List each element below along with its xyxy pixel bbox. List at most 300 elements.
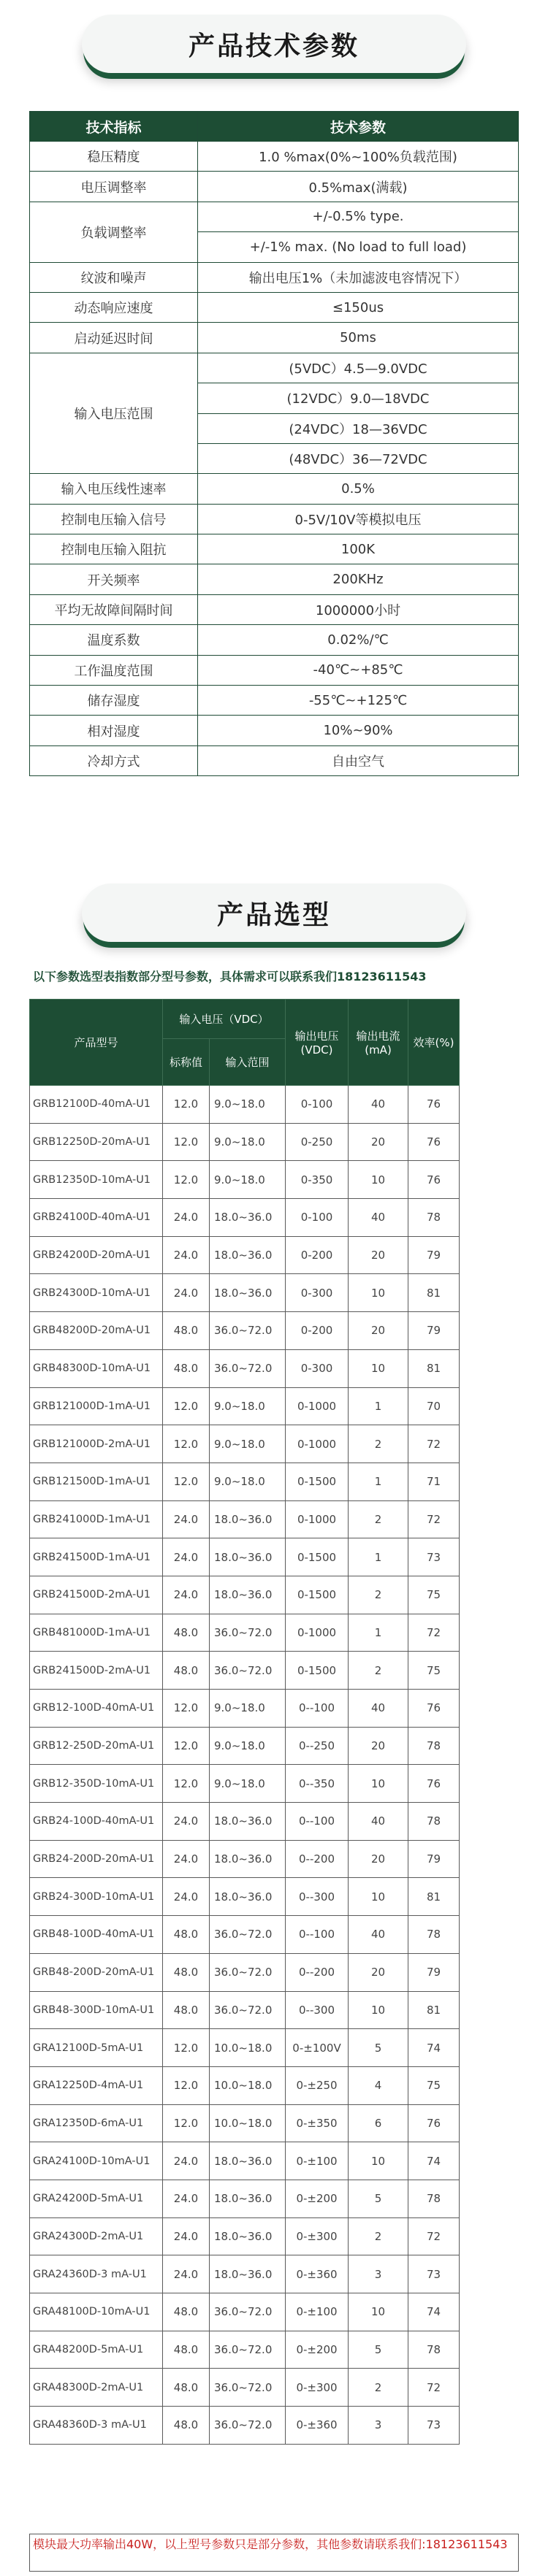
model-cell-efficiency: 79 [408,1840,460,1878]
spec-header-indicator: 技术指标 [30,112,198,142]
model-cell-output-voltage: 0-1500 [286,1538,349,1576]
spec-value: -40℃~+85℃ [198,655,519,685]
model-cell-efficiency: 81 [408,1878,460,1916]
model-cell-output-current: 1 [349,1614,408,1652]
model-header-efficiency: 效率(%) [408,1000,460,1086]
model-cell-output-voltage: 0--300 [286,1878,349,1916]
spec-indicator: 平均无故障间隔时间 [30,594,198,624]
spec-value: 0-5V/10V等模拟电压 [198,504,519,534]
model-row [30,1765,520,1803]
spec-header-parameter: 技术参数 [198,112,519,142]
model-cell-nominal-voltage: 48.0 [163,1916,210,1954]
model-cell-efficiency: 75 [408,2066,460,2104]
spec-row [30,564,519,594]
spec-value: (5VDC）4.5—9.0VDC [198,353,519,383]
spec-value: (12VDC）9.0—18VDC [198,383,519,413]
model-row [30,1878,520,1916]
spec-row [30,474,519,504]
model-cell-input-range: 36.0~72.0 [210,1953,286,1991]
model-cell-model-name: GRB24200D-20mA-U1 [30,1236,163,1274]
model-cell-output-current: 10 [349,2142,408,2180]
model-cell-efficiency: 76 [408,1086,460,1124]
model-cell-output-voltage: 0-1000 [286,1425,349,1463]
spec-value: ≤150us [198,292,519,322]
model-cell-output-voltage: 0--200 [286,1953,349,1991]
model-cell-model-name: GRB24-200D-20mA-U1 [30,1840,163,1878]
model-row [30,2029,520,2067]
model-row [30,1840,520,1878]
model-row [30,1991,520,2029]
model-row-spacer [460,1803,520,1841]
model-cell-model-name: GRA24300D-2mA-U1 [30,2217,163,2255]
spec-indicator: 输入电压线性速率 [30,474,198,504]
model-cell-output-current: 10 [349,1161,408,1199]
model-cell-efficiency: 75 [408,1652,460,1690]
model-cell-nominal-voltage: 24.0 [163,1576,210,1614]
model-cell-input-range: 9.0~18.0 [210,1425,286,1463]
model-row [30,1123,520,1161]
model-cell-output-voltage: 0-100 [286,1199,349,1237]
model-cell-output-voltage: 0-±300 [286,2369,349,2407]
model-row-spacer [460,1878,520,1916]
model-cell-output-voltage: 0-1000 [286,1387,349,1425]
spec-value: 自由空气 [198,745,519,775]
model-cell-nominal-voltage: 24.0 [163,1878,210,1916]
model-row-spacer [460,2369,520,2407]
spec-value: 1.0 %max(0%~100%负载范围) [198,142,519,172]
model-cell-output-voltage: 0--350 [286,1765,349,1803]
model-cell-efficiency: 72 [408,1425,460,1463]
model-cell-efficiency: 76 [408,1765,460,1803]
model-cell-nominal-voltage: 24.0 [163,2255,210,2293]
model-cell-efficiency: 79 [408,1236,460,1274]
model-cell-input-range: 10.0~18.0 [210,2104,286,2142]
spec-row [30,534,519,564]
model-cell-efficiency: 73 [408,1538,460,1576]
model-cell-output-current: 10 [349,2293,408,2331]
model-row-spacer [460,1652,520,1690]
model-cell-efficiency: 79 [408,1312,460,1350]
model-cell-input-range: 18.0~36.0 [210,1500,286,1538]
model-row [30,1916,520,1954]
model-cell-nominal-voltage: 24.0 [163,1803,210,1841]
model-cell-nominal-voltage: 48.0 [163,1312,210,1350]
model-cell-model-name: GRB12250D-20mA-U1 [30,1123,163,1161]
model-cell-nominal-voltage: 24.0 [163,1538,210,1576]
model-cell-model-name: GRA24200D-5mA-U1 [30,2180,163,2217]
model-cell-input-range: 18.0~36.0 [210,1274,286,1312]
model-cell-input-range: 36.0~72.0 [210,1312,286,1350]
model-cell-input-range: 18.0~36.0 [210,1576,286,1614]
model-cell-output-current: 20 [349,1236,408,1274]
spec-row [30,262,519,292]
model-cell-nominal-voltage: 12.0 [163,1123,210,1161]
spec-indicator: 电压调整率 [30,172,198,202]
model-cell-input-range: 18.0~36.0 [210,1236,286,1274]
model-row [30,1576,520,1614]
spec-indicator: 负载调整率 [30,202,198,262]
model-header-input-voltage: 输入电压（VDC） [163,1000,286,1039]
spec-value: 输出电压1%（未加滤波电容情况下） [198,262,519,292]
model-cell-efficiency: 78 [408,2180,460,2217]
model-row [30,1614,520,1652]
spec-row [30,625,519,655]
model-cell-input-range: 9.0~18.0 [210,1765,286,1803]
model-cell-output-current: 20 [349,1953,408,1991]
spec-row [30,172,519,202]
model-cell-output-current: 3 [349,2407,408,2445]
spec-value: 0.02%/℃ [198,625,519,655]
spec-indicator: 动态响应速度 [30,292,198,322]
model-cell-nominal-voltage: 12.0 [163,1765,210,1803]
model-row-spacer [460,1387,520,1425]
model-cell-output-voltage: 0-100 [286,1086,349,1124]
model-header-row-1 [30,1000,520,1039]
model-cell-model-name: GRB24-300D-10mA-U1 [30,1878,163,1916]
model-cell-output-voltage: 0-±250 [286,2066,349,2104]
model-cell-input-range: 18.0~36.0 [210,2142,286,2180]
model-header-output-voltage: 输出电压(VDC) [286,1000,349,1086]
model-cell-model-name: GRB121000D-1mA-U1 [30,1387,163,1425]
model-cell-nominal-voltage: 12.0 [163,2029,210,2067]
model-cell-output-voltage: 0-300 [286,1274,349,1312]
model-cell-output-voltage: 0-1000 [286,1500,349,1538]
spec-value: 50ms [198,323,519,353]
model-cell-model-name: GRB121500D-1mA-U1 [30,1463,163,1500]
model-row-spacer [460,1312,520,1350]
model-cell-input-range: 18.0~36.0 [210,1840,286,1878]
model-row-spacer [460,2104,520,2142]
model-row [30,1727,520,1765]
model-cell-input-range: 36.0~72.0 [210,2369,286,2407]
spec-table-body [30,142,519,776]
model-cell-input-range: 36.0~72.0 [210,1614,286,1652]
model-cell-input-range: 36.0~72.0 [210,1916,286,1954]
model-row-spacer [460,1199,520,1237]
model-row [30,2180,520,2217]
model-row-spacer [460,1538,520,1576]
model-cell-input-range: 9.0~18.0 [210,1086,286,1124]
model-row-spacer [460,1916,520,1954]
model-row-spacer [460,1690,520,1728]
model-cell-output-voltage: 0-±100 [286,2142,349,2180]
model-cell-output-current: 20 [349,1123,408,1161]
spec-row [30,686,519,716]
model-cell-efficiency: 81 [408,1991,460,2029]
model-cell-output-current: 10 [349,1765,408,1803]
model-row-spacer [460,2293,520,2331]
spec-row [30,716,519,745]
spec-value: -55℃~+125℃ [198,686,519,716]
spec-row [30,142,519,172]
model-cell-nominal-voltage: 12.0 [163,1086,210,1124]
model-row [30,1538,520,1576]
model-cell-efficiency: 72 [408,2369,460,2407]
model-cell-input-range: 18.0~36.0 [210,1538,286,1576]
model-row-spacer [460,1727,520,1765]
spec-row [30,202,519,231]
model-cell-output-current: 4 [349,2066,408,2104]
model-row [30,1274,520,1312]
model-row-spacer [460,2180,520,2217]
model-row-spacer [460,1425,520,1463]
model-cell-output-voltage: 0-±350 [286,2104,349,2142]
model-cell-nominal-voltage: 48.0 [163,1349,210,1387]
model-row-spacer [460,1500,520,1538]
model-cell-model-name: GRA48360D-3 mA-U1 [30,2407,163,2445]
model-cell-nominal-voltage: 48.0 [163,1991,210,2029]
model-cell-nominal-voltage: 24.0 [163,2180,210,2217]
model-cell-nominal-voltage: 48.0 [163,1614,210,1652]
model-table [29,999,520,2445]
model-cell-efficiency: 78 [408,1916,460,1954]
model-cell-model-name: GRB241500D-2mA-U1 [30,1576,163,1614]
model-cell-model-name: GRA12250D-4mA-U1 [30,2066,163,2104]
model-row-spacer [460,1953,520,1991]
spec-row [30,655,519,685]
model-cell-output-voltage: 0-±200 [286,2331,349,2369]
model-cell-nominal-voltage: 12.0 [163,2104,210,2142]
model-cell-nominal-voltage: 12.0 [163,2066,210,2104]
spec-value: (24VDC）18—36VDC [198,413,519,443]
model-header-nominal: 标称值 [163,1038,210,1085]
model-row [30,2293,520,2331]
model-cell-nominal-voltage: 48.0 [163,2369,210,2407]
model-cell-efficiency: 74 [408,2142,460,2180]
model-row-spacer [460,2029,520,2067]
spec-indicator: 相对湿度 [30,716,198,745]
model-cell-model-name: GRB24100D-40mA-U1 [30,1199,163,1237]
model-cell-model-name: GRB48300D-10mA-U1 [30,1349,163,1387]
model-row-spacer [460,1991,520,2029]
model-cell-output-voltage: 0--100 [286,1916,349,1954]
model-cell-efficiency: 79 [408,1953,460,1991]
model-row [30,1463,520,1500]
model-cell-output-current: 1 [349,1463,408,1500]
spec-row [30,745,519,775]
model-cell-output-voltage: 0--250 [286,1727,349,1765]
model-row-spacer [460,1236,520,1274]
model-cell-input-range: 9.0~18.0 [210,1387,286,1425]
model-cell-model-name: GRB241000D-1mA-U1 [30,1500,163,1538]
spec-indicator: 开关频率 [30,564,198,594]
model-row-spacer [460,1463,520,1500]
model-cell-efficiency: 76 [408,1123,460,1161]
model-row [30,2407,520,2445]
spec-section-header [0,0,548,95]
model-cell-nominal-voltage: 24.0 [163,1236,210,1274]
spec-value: 1000000小时 [198,594,519,624]
model-footer-note: 模块最大功率输出40W，以上型号参数只是部分参数，其他参数请联系我们:18123611543 [29,2534,519,2572]
model-cell-model-name: GRB12-250D-20mA-U1 [30,1727,163,1765]
model-header-input-range: 输入范围 [210,1038,286,1085]
model-row [30,1953,520,1991]
model-cell-output-current: 40 [349,1803,408,1841]
model-cell-model-name: GRA12100D-5mA-U1 [30,2029,163,2067]
model-cell-input-range: 9.0~18.0 [210,1161,286,1199]
spec-value: 100K [198,534,519,564]
model-row [30,1652,520,1690]
model-cell-output-current: 20 [349,1840,408,1878]
model-cell-output-current: 40 [349,1916,408,1954]
model-cell-efficiency: 73 [408,2407,460,2445]
model-cell-nominal-voltage: 48.0 [163,1953,210,1991]
model-cell-output-current: 2 [349,1500,408,1538]
model-row [30,2142,520,2180]
model-cell-output-current: 2 [349,1652,408,1690]
model-cell-efficiency: 81 [408,1349,460,1387]
spec-row [30,504,519,534]
model-row-spacer [460,1840,520,1878]
model-cell-output-voltage: 0-350 [286,1161,349,1199]
model-cell-output-current: 1 [349,1387,408,1425]
model-row-spacer [460,1614,520,1652]
spec-row [30,594,519,624]
model-cell-nominal-voltage: 12.0 [163,1463,210,1500]
model-note: 以下参数选型表指数部分型号参数，具体需求可以联系我们18123611543 [33,970,427,984]
model-cell-model-name: GRB48-200D-20mA-U1 [30,1953,163,1991]
model-row [30,1199,520,1237]
model-cell-efficiency: 78 [408,2331,460,2369]
model-cell-efficiency: 74 [408,2029,460,2067]
model-row [30,2255,520,2293]
model-cell-nominal-voltage: 24.0 [163,1500,210,1538]
spec-section-title: 产品技术参数 [188,31,359,61]
model-cell-output-current: 20 [349,1312,408,1350]
model-cell-output-current: 2 [349,1425,408,1463]
model-table-body [30,1086,520,2445]
model-row-spacer [460,1274,520,1312]
model-cell-output-voltage: 0--300 [286,1991,349,2029]
model-row-spacer [460,1765,520,1803]
model-cell-output-voltage: 0--100 [286,1803,349,1841]
model-cell-output-voltage: 0-±100 [286,2293,349,2331]
model-cell-efficiency: 72 [408,1500,460,1538]
model-cell-input-range: 36.0~72.0 [210,1991,286,2029]
model-cell-output-current: 1 [349,1538,408,1576]
model-cell-nominal-voltage: 48.0 [163,1652,210,1690]
model-cell-output-voltage: 0-±360 [286,2407,349,2445]
model-row [30,2104,520,2142]
model-row [30,1803,520,1841]
model-cell-output-voltage: 0-1000 [286,1614,349,1652]
model-cell-model-name: GRB24-100D-40mA-U1 [30,1803,163,1841]
spec-table-header-row [30,112,519,142]
spec-row [30,353,519,383]
model-cell-output-current: 5 [349,2331,408,2369]
model-cell-output-voltage: 0-1500 [286,1463,349,1500]
model-section-title: 产品选型 [216,900,331,930]
model-cell-efficiency: 76 [408,2104,460,2142]
model-cell-output-voltage: 0-1500 [286,1652,349,1690]
model-cell-output-voltage: 0-±100V [286,2029,349,2067]
model-cell-model-name: GRA24360D-3 mA-U1 [30,2255,163,2293]
spec-value: (48VDC）36—72VDC [198,443,519,473]
model-row [30,1690,520,1728]
model-cell-input-range: 36.0~72.0 [210,2407,286,2445]
model-section-header-inner [0,869,548,964]
model-cell-input-range: 18.0~36.0 [210,2217,286,2255]
model-cell-input-range: 36.0~72.0 [210,1349,286,1387]
model-cell-input-range: 9.0~18.0 [210,1123,286,1161]
model-header-spacer [460,1000,520,1086]
spec-title-pill [82,15,466,73]
model-cell-model-name: GRB48200D-20mA-U1 [30,1312,163,1350]
model-row [30,1312,520,1350]
model-cell-input-range: 18.0~36.0 [210,1199,286,1237]
model-cell-efficiency: 71 [408,1463,460,1500]
model-cell-output-voltage: 0-250 [286,1123,349,1161]
model-cell-efficiency: 78 [408,1727,460,1765]
model-header-model: 产品型号 [30,1000,163,1086]
model-cell-model-name: GRB481000D-1mA-U1 [30,1614,163,1652]
spec-indicator: 控制电压输入信号 [30,504,198,534]
model-cell-efficiency: 72 [408,1614,460,1652]
model-cell-model-name: GRB12-350D-10mA-U1 [30,1765,163,1803]
model-cell-nominal-voltage: 24.0 [163,2217,210,2255]
model-cell-input-range: 18.0~36.0 [210,1878,286,1916]
model-row-spacer [460,2407,520,2445]
spec-row [30,323,519,353]
model-cell-input-range: 9.0~18.0 [210,1463,286,1500]
model-cell-input-range: 36.0~72.0 [210,2293,286,2331]
model-cell-model-name: GRB12100D-40mA-U1 [30,1086,163,1124]
model-cell-output-voltage: 0-1500 [286,1576,349,1614]
model-row-spacer [460,2217,520,2255]
model-cell-output-voltage: 0-300 [286,1349,349,1387]
model-cell-input-range: 10.0~18.0 [210,2066,286,2104]
model-row [30,2217,520,2255]
model-cell-model-name: GRB12350D-10mA-U1 [30,1161,163,1199]
spec-value: 0.5%max(满载) [198,172,519,202]
model-cell-nominal-voltage: 12.0 [163,1387,210,1425]
model-cell-efficiency: 78 [408,1199,460,1237]
model-cell-output-current: 3 [349,2255,408,2293]
model-row-spacer [460,2331,520,2369]
model-cell-efficiency: 70 [408,1387,460,1425]
model-row [30,1161,520,1199]
model-cell-nominal-voltage: 48.0 [163,2293,210,2331]
model-cell-efficiency: 73 [408,2255,460,2293]
model-row-spacer [460,1349,520,1387]
model-row-spacer [460,2142,520,2180]
model-cell-output-current: 6 [349,2104,408,2142]
model-cell-output-current: 40 [349,1690,408,1728]
model-cell-output-voltage: 0-200 [286,1312,349,1350]
model-row [30,2369,520,2407]
model-cell-nominal-voltage: 48.0 [163,2331,210,2369]
model-row [30,1500,520,1538]
model-cell-output-voltage: 0-±300 [286,2217,349,2255]
model-cell-nominal-voltage: 12.0 [163,1690,210,1728]
spec-indicator: 冷却方式 [30,745,198,775]
spec-row [30,292,519,322]
model-cell-input-range: 18.0~36.0 [210,2255,286,2293]
model-cell-input-range: 36.0~72.0 [210,1652,286,1690]
spec-indicator: 温度系数 [30,625,198,655]
model-row [30,1425,520,1463]
spec-indicator: 储存湿度 [30,686,198,716]
model-cell-output-voltage: 0--100 [286,1690,349,1728]
model-cell-nominal-voltage: 24.0 [163,1840,210,1878]
model-row [30,1387,520,1425]
model-cell-output-voltage: 0-200 [286,1236,349,1274]
model-cell-nominal-voltage: 48.0 [163,2407,210,2445]
model-cell-model-name: GRB48-100D-40mA-U1 [30,1916,163,1954]
spec-table [29,111,519,776]
model-cell-output-current: 10 [349,1878,408,1916]
spec-indicator: 纹波和噪声 [30,262,198,292]
